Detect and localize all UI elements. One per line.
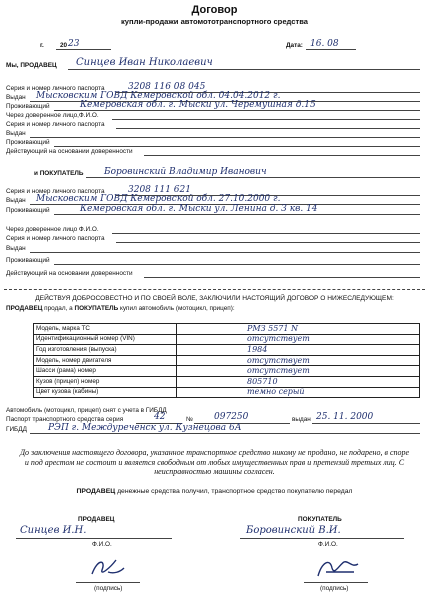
buyer-name-line <box>86 177 420 178</box>
seller-address-label: Проживающий <box>6 103 50 110</box>
buyer-proxy-issued-label: Выдан <box>6 245 26 252</box>
buyer-proxy-passport-label: Серия и номер личного паспорта <box>6 235 105 242</box>
buyer-issued-handwritten: Мысковским ГОВД Кемеровской обл. 27.10.2000 г. <box>36 194 281 204</box>
vehicle-value: отсутствует <box>177 366 420 377</box>
seller-signature <box>88 554 128 580</box>
buyer-fio-handwritten: Боровинский В.И. <box>246 525 341 536</box>
buyer-signature <box>314 554 362 580</box>
table-row <box>34 366 420 377</box>
buyer-fio-label: Ф.И.О. <box>318 541 338 548</box>
seller-proxy-address-label: Проживающий <box>6 139 50 146</box>
gibdd-line <box>30 433 420 434</box>
vehicle-label: Цвет кузова (кабины) <box>34 387 177 398</box>
seller-passport-handwritten: 3208 116 08 045 <box>128 82 206 92</box>
seller-sign-heading: ПРОДАВЕЦ <box>78 516 115 523</box>
agreement-buyer-word: ПОКУПАТЕЛЬ <box>74 305 119 312</box>
seller-proxy-basis-label: Действующий на основании доверенности <box>6 148 133 155</box>
seller-proxy-address-line <box>54 146 420 147</box>
seller-fio-line <box>16 538 172 539</box>
vehicle-label: Идентификационный номер (VIN) <box>34 334 177 345</box>
pts-issued-line <box>312 423 420 424</box>
agreement-sold-line <box>6 305 235 313</box>
declaration-text: До заключения настоящего договора, указанное транспортное средство никому не продано, не подарено, в споре и под арестом не состоит и является свободным от любых имущественных прав и претензий третьих лиц. С неисправностью машины согласен. <box>19 448 410 476</box>
deregistered-text: Автомобиль (мотоцикл, прицеп) снят с учета в ГИБДД <box>6 407 167 414</box>
buyer-sign-line <box>304 582 368 583</box>
section-divider <box>4 289 425 290</box>
seller-sign-label: (подпись) <box>94 585 123 592</box>
buyer-proxy-basis-line <box>144 277 420 278</box>
pts-number-handwritten: 097250 <box>214 412 249 422</box>
pts-series-handwritten: 42 <box>154 412 166 422</box>
seller-proxy-issued-line <box>30 137 420 138</box>
gibdd-handwritten: РЭП г. Междуреченск ул. Кузнецова 6А <box>48 423 242 433</box>
agreement-sold-mid: продал, а <box>42 305 75 312</box>
table-row <box>34 387 420 398</box>
seller-issued-label: Выдан <box>6 94 26 101</box>
vehicle-value: РМЗ 5571 N <box>177 324 420 335</box>
seller-fio-label: Ф.И.О. <box>92 541 112 548</box>
date-label: Дата: <box>286 42 303 49</box>
date-handwritten: 16. 08 <box>310 39 339 49</box>
pts-number-label: № <box>186 416 193 423</box>
seller-name-line <box>68 69 420 70</box>
vehicle-label: Модель, марка ТС <box>34 324 177 335</box>
seller-lead: Мы, ПРОДАВЕЦ <box>6 62 57 69</box>
seller-issued-handwritten: Мысковским ГОВД Кемеровской обл. 04.04.2012 г. <box>36 91 281 101</box>
buyer-passport-label: Серия и номер личного паспорта <box>6 188 105 195</box>
seller-proxy-label: Через доверенное лицо,Ф.И.О. <box>6 112 99 119</box>
buyer-proxy-address-label: Проживающий <box>6 257 50 264</box>
buyer-address-line <box>54 214 420 215</box>
vehicle-label: Модель, номер двигателя <box>34 355 177 366</box>
buyer-name-handwritten: Боровинский Владимир Иванович <box>104 167 267 177</box>
payment-text: денежные средства получил, транспортное средство покупателю передал <box>115 488 353 495</box>
vehicle-value: 1984 <box>177 345 420 356</box>
agreement-heading: ДЕЙСТВУЯ ДОБРОСОВЕСТНО И ПО СВОЕЙ ВОЛЕ, ЗАКЛЮЧИЛИ НАСТОЯЩИЙ ДОГОВОР О НИЖЕСЛЕДУЮЩЕМ: <box>35 295 394 302</box>
pts-issued-label: выдан <box>292 416 311 423</box>
vehicle-table <box>33 323 420 398</box>
gibdd-label: ГИБДД <box>6 426 27 433</box>
table-row <box>34 376 420 387</box>
seller-address-line <box>54 110 420 111</box>
seller-sign-line <box>76 582 140 583</box>
year-handwritten: 23 <box>68 39 80 49</box>
vehicle-value: отсутствует <box>177 355 420 366</box>
buyer-proxy-passport-line <box>116 242 420 243</box>
buyer-sign-heading: ПОКУПАТЕЛЬ <box>298 516 342 523</box>
buyer-passport-handwritten: 3208 111 621 <box>128 185 191 195</box>
document-title: Договор <box>191 4 238 16</box>
payment-seller-word: ПРОДАВЕЦ <box>76 488 116 495</box>
document-subtitle: купли-продажи автомототранспортного средства <box>120 17 309 26</box>
vehicle-value: 805710 <box>177 376 420 387</box>
buyer-address-handwritten: Кемеровская обл. г. Мыски ул. Ленина д. 3 кв. 14 <box>80 204 318 214</box>
seller-address-handwritten: Кемеровская обл. г. Мыски ул. Черемушная д.15 <box>80 100 316 110</box>
seller-name-handwritten: Синцев Иван Николаевич <box>76 57 213 68</box>
agreement-seller-word: ПРОДАВЕЦ <box>6 305 43 312</box>
table-row <box>34 334 420 345</box>
buyer-sign-label: (подпись) <box>320 585 349 592</box>
buyer-address-label: Проживающий <box>6 207 50 214</box>
buyer-proxy-line <box>112 233 420 234</box>
seller-proxy-line <box>112 119 420 120</box>
buyer-proxy-address-line <box>54 264 420 265</box>
buyer-lead: и ПОКУПАТЕЛЬ <box>34 170 84 177</box>
seller-proxy-passport-label: Серия и номер личного паспорта <box>6 121 105 128</box>
table-row <box>34 324 420 335</box>
pts-date-handwritten: 25. 11. 2000 <box>316 412 374 422</box>
buyer-proxy-basis-label: Действующий на основании доверенности <box>6 270 133 277</box>
pts-label: Паспорт транспортного средства серия <box>6 416 124 423</box>
vehicle-label: Кузов (прицеп) номер <box>34 376 177 387</box>
agreement-sold-suffix: купил автомобиль (мотоцикл, прицеп): <box>118 305 235 312</box>
buyer-proxy-label: Через доверенное лицо Ф.И.О. <box>6 226 99 233</box>
table-row <box>34 355 420 366</box>
seller-proxy-passport-line <box>116 128 420 129</box>
vehicle-label: Шасси (рама) номер <box>34 366 177 377</box>
seller-fio-handwritten: Синцев И.Н. <box>20 525 87 536</box>
year-line <box>56 49 111 50</box>
seller-proxy-issued-label: Выдан <box>6 130 26 137</box>
table-row <box>34 345 420 356</box>
vehicle-value: отсутствует <box>177 334 420 345</box>
city-prefix: г. <box>40 42 44 49</box>
date-line <box>306 49 356 50</box>
buyer-proxy-issued-line <box>30 252 420 253</box>
buyer-issued-label: Выдан <box>6 197 26 204</box>
payment-line <box>0 488 429 496</box>
vehicle-value: темно серый <box>177 387 420 398</box>
vehicle-label: Год изготовления (выпуска) <box>34 345 177 356</box>
buyer-fio-line <box>240 538 404 539</box>
seller-proxy-basis-line <box>144 155 420 156</box>
seller-passport-label: Серия и номер личного паспорта <box>6 85 105 92</box>
year-prefix: 20 <box>60 42 68 49</box>
